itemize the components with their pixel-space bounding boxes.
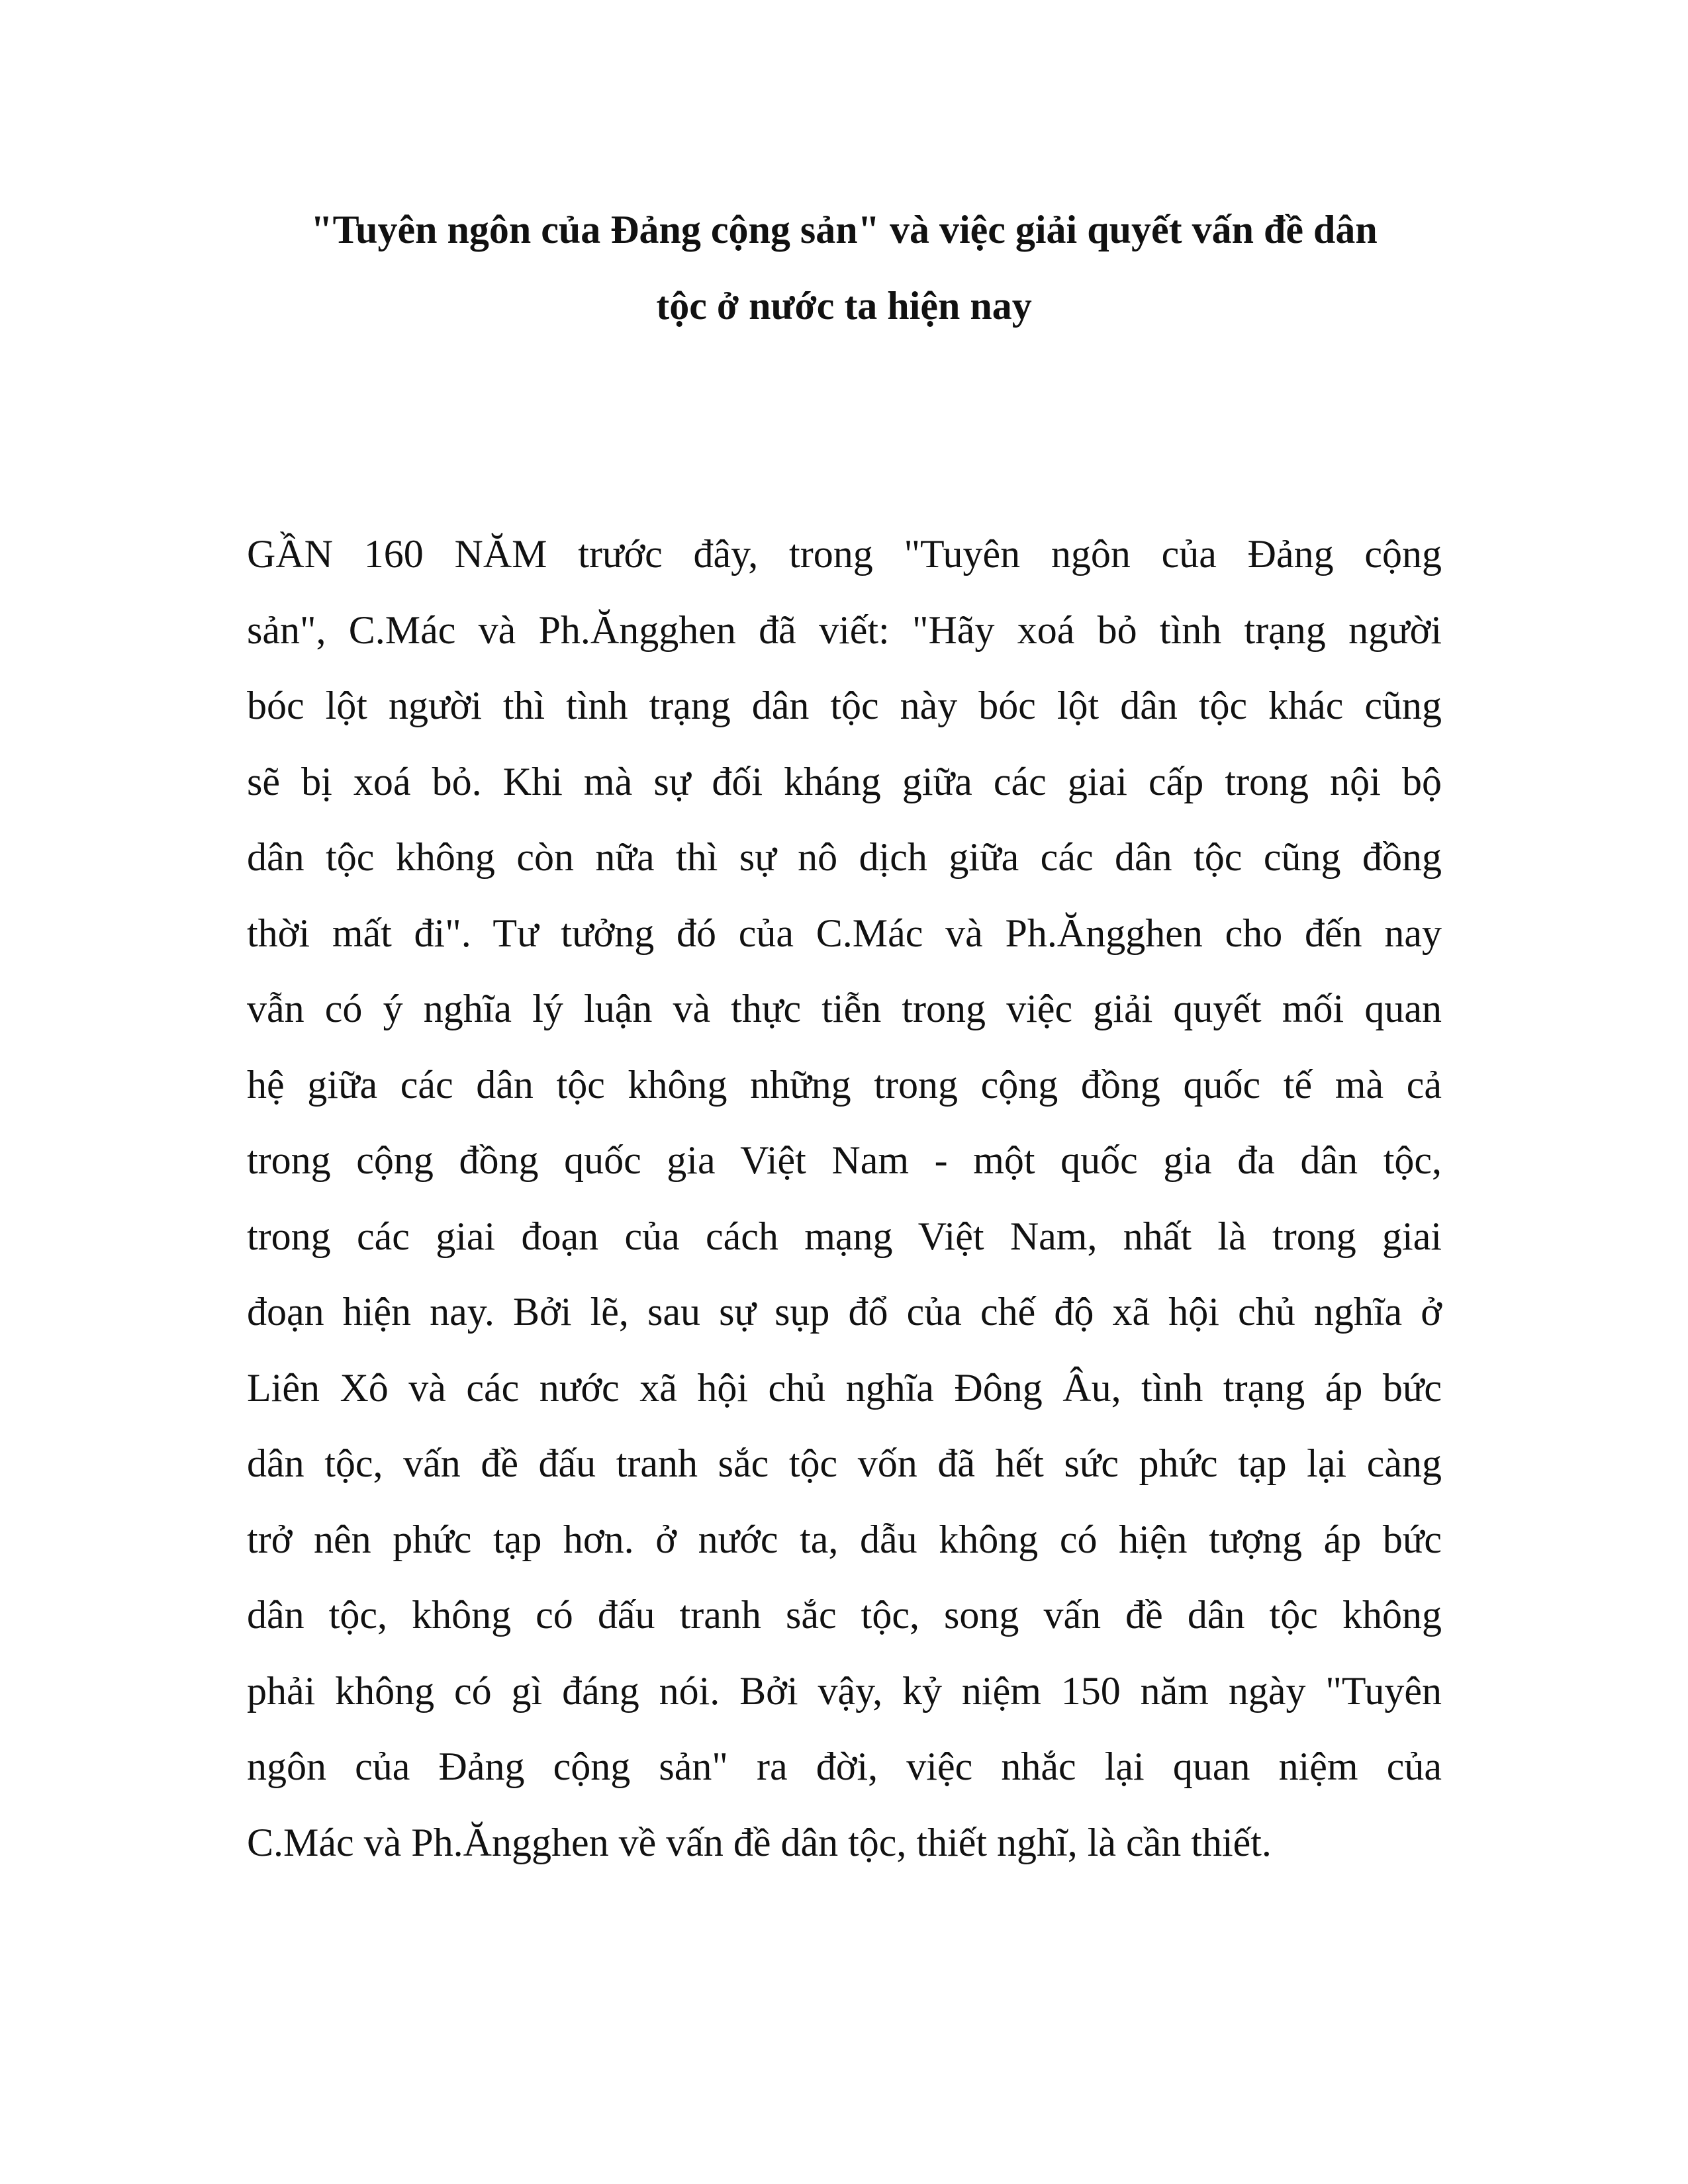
paragraph-line: phải không có gì đáng nói. Bởi vậy, kỷ niệm 150 năm ngày "Tuyên <box>247 1668 1442 1713</box>
paragraph-line: bóc lột người thì tình trạng dân tộc này bóc lột dân tộc khác cũng <box>247 684 1442 727</box>
paragraph-line-last: C.Mác và Ph.Ăngghen về vấn đề dân tộc, thiết nghĩ, là cần thiết. <box>247 1820 1272 1864</box>
paragraph-line: trong cộng đồng quốc gia Việt Nam - một quốc gia đa dân tộc, <box>247 1138 1442 1182</box>
title-line-2: tộc ở nước ta hiện nay <box>656 284 1032 328</box>
paragraph-line: dân tộc, không có đấu tranh sắc tộc, song vấn đề dân tộc không <box>247 1593 1442 1637</box>
paragraph-line: thời mất đi". Tư tưởng đó của C.Mác và Ph.Ăngghen cho đến nay <box>247 911 1442 955</box>
paragraph-line: sản", C.Mác và Ph.Ăngghen đã viết: "Hãy xoá bỏ tình trạng người <box>247 608 1442 652</box>
paragraph-line: Liên Xô và các nước xã hội chủ nghĩa Đông Âu, tình trạng áp bức <box>247 1365 1442 1410</box>
paragraph-line: dân tộc, vấn đề đấu tranh sắc tộc vốn đã hết sức phức tạp lại càng <box>247 1441 1442 1485</box>
body-paragraph <box>247 516 1442 1880</box>
paragraph-line: trở nên phức tạp hơn. ở nước ta, dẫu không có hiện tượng áp bức <box>247 1517 1442 1561</box>
paragraph-line: đoạn hiện nay. Bởi lẽ, sau sự sụp đổ của chế độ xã hội chủ nghĩa ở <box>247 1290 1442 1334</box>
paragraph-line: ngôn của Đảng cộng sản" ra đời, việc nhắc lại quan niệm của <box>247 1745 1442 1788</box>
paragraph-line: GẦN 160 NĂM trước đây, trong "Tuyên ngôn của Đảng cộng <box>247 532 1442 576</box>
paragraph-line: sẽ bị xoá bỏ. Khi mà sự đối kháng giữa các giai cấp trong nội bộ <box>247 759 1442 803</box>
paragraph-line: hệ giữa các dân tộc không những trong cộng đồng quốc tế mà cả <box>247 1062 1442 1107</box>
document-title <box>225 192 1463 344</box>
paragraph-line: trong các giai đoạn của cách mạng Việt Nam, nhất là trong giai <box>247 1214 1442 1258</box>
paragraph-line: vẫn có ý nghĩa lý luận và thực tiễn trong việc giải quyết mối quan <box>247 987 1442 1030</box>
paragraph-line: dân tộc không còn nữa thì sự nô dịch giữa các dân tộc cũng đồng <box>247 835 1442 879</box>
title-line-1: "Tuyên ngôn của Đảng cộng sản" và việc giải quyết vấn đề dân <box>310 208 1378 251</box>
